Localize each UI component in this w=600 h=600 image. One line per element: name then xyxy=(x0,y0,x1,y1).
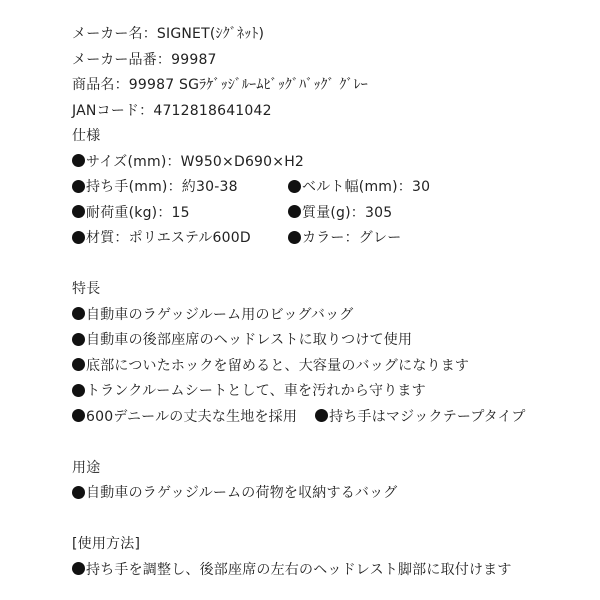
spec-size-text: サイズ(mm)：W950×D690×H2 xyxy=(86,153,305,170)
spacer xyxy=(72,430,592,456)
bullet-icon xyxy=(72,409,85,422)
bullet-icon xyxy=(72,231,85,244)
spec-weight-text: 質量(g)：305 xyxy=(302,204,393,221)
spec-size xyxy=(72,150,592,176)
feature-extra-item-text: 持ち手はマジックテープタイプ xyxy=(329,408,526,425)
spec-handle-text: 持ち手(mm)：約30-38 xyxy=(86,179,238,195)
how-to-use-heading: [使用方法] xyxy=(72,536,141,552)
specs-heading: 仕様 xyxy=(72,128,101,144)
spec-color-text: カラー：グレー xyxy=(302,230,402,246)
bullet-icon xyxy=(72,333,85,346)
feature-item xyxy=(72,405,592,431)
bullet-icon xyxy=(72,180,85,193)
bullet-icon xyxy=(72,154,85,167)
usage-heading: 用途 xyxy=(72,459,101,476)
spec-belt-width xyxy=(288,175,592,201)
spec-load-text: 耐荷重(kg)：15 xyxy=(86,204,190,221)
product-description xyxy=(72,22,592,583)
bullet-icon xyxy=(288,205,301,218)
feature-item xyxy=(72,328,592,354)
bullet-icon xyxy=(72,384,85,397)
feature-item xyxy=(72,354,592,380)
feature-item-text: 底部についたホックを留めると、大容量のバッグになります xyxy=(86,357,470,374)
spec-material xyxy=(72,226,288,252)
feature-item-text: 自動車のラゲッジルーム用のビッグバッグ xyxy=(86,306,354,323)
usage-item-text: 自動車のラゲッジルームの荷物を収納するバッグ xyxy=(86,485,398,501)
spec-row-load-weight xyxy=(72,201,592,227)
bullet-icon xyxy=(288,180,301,193)
feature-item-text: トランクルームシートとして、車を汚れから守ります xyxy=(86,383,426,399)
spec-color xyxy=(288,226,592,252)
spec-row-handle-belt xyxy=(72,175,592,201)
bullet-icon xyxy=(72,205,85,218)
spec-belt-width-text: ベルト幅(mm)：30 xyxy=(302,179,431,195)
how-to-use-item xyxy=(72,558,592,584)
feature-item-text: 自動車の後部座席のヘッドレストに取りつけて使用 xyxy=(86,332,413,348)
how-to-use-item-text: 持ち手を調整し、後部座席の左右のヘッドレスト脚部に取付けます xyxy=(86,561,512,578)
feature-item xyxy=(72,379,592,405)
bullet-icon xyxy=(72,562,85,575)
spec-row-material-color xyxy=(72,226,592,252)
feature-item-text: 600デニールの丈夫な生地を採用 xyxy=(86,408,298,425)
product-name: 商品名：99987 SGﾗｹﾞｯｼﾞﾙｰﾑﾋﾞｯｸﾞﾊﾞｯｸﾞ ｸﾞﾚｰ xyxy=(72,77,368,93)
bullet-icon xyxy=(72,486,85,499)
usage-item xyxy=(72,481,592,507)
maker-part-number: メーカー品番：99987 xyxy=(72,51,217,68)
bullet-icon xyxy=(72,358,85,371)
features-heading: 特長 xyxy=(72,281,101,297)
bullet-icon xyxy=(72,307,85,320)
spec-handle xyxy=(72,175,288,201)
spec-material-text: 材質：ポリエステル600D xyxy=(86,230,251,246)
spacer xyxy=(72,252,592,278)
jan-code: JANコード：4712818641042 xyxy=(72,102,272,119)
spacer xyxy=(72,507,592,533)
spec-load xyxy=(72,201,288,227)
feature-item xyxy=(72,303,592,329)
bullet-icon xyxy=(288,231,301,244)
bullet-icon xyxy=(315,409,328,422)
spec-weight xyxy=(288,201,592,227)
maker-name: メーカー名：SIGNET(ｼｸﾞﾈｯﾄ) xyxy=(72,26,265,42)
